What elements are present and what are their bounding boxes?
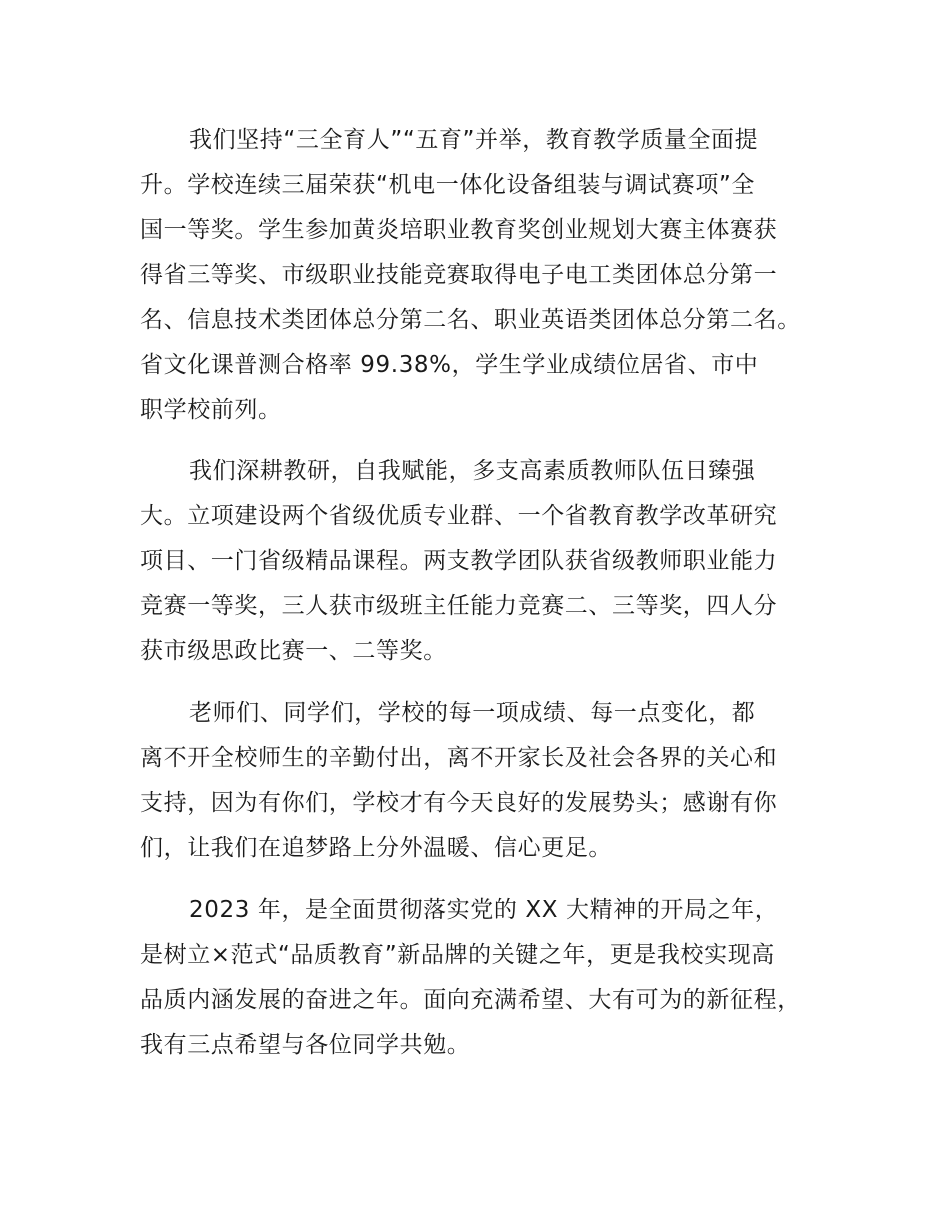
text-line: 们，让我们在追梦路上分外温暖、信心更足。	[140, 835, 612, 861]
paragraph-2023-outlook	[140, 888, 830, 1068]
text-line: 我们坚持“三全育人”“五育”并举，教育教学质量全面提	[189, 127, 759, 153]
text-line: 名、信息技术类团体总分第二名、职业英语类团体总分第二名。	[140, 307, 801, 333]
text-line: 升。学校连续三届荣获“机电一体化设备组装与调试赛项”全	[140, 172, 756, 198]
text-line: 大。立项建设两个省级优质专业群、一个省教育教学改革研究	[140, 503, 778, 529]
text-line: 获市级思政比赛一、二等奖。	[140, 638, 447, 664]
paragraph-teaching-research	[140, 449, 830, 674]
text-line: 国一等奖。学生参加黄炎培职业教育奖创业规划大赛主体赛获	[140, 217, 778, 243]
text-line: 品质内涵发展的奋进之年。面向充满希望、大有可为的新征程，	[140, 987, 801, 1013]
paragraph-thanks	[140, 691, 830, 871]
text-line: 老师们、同学们，学校的每一项成绩、每一点变化，都	[189, 700, 756, 726]
text-line: 我有三点希望与各位同学共勉。	[140, 1032, 471, 1058]
text-line: 支持，因为有你们，学校才有今天良好的发展势头；感谢有你	[140, 790, 778, 816]
text-line: 2023 年，是全面贯彻落实党的 XX 大精神的开局之年，	[189, 897, 779, 923]
text-line: 省文化课普测合格率 99.38%，学生学业成绩位居省、市中	[140, 352, 759, 378]
text-line: 是树立×范式“品质教育”新品牌的关键之年，更是我校实现高	[140, 942, 775, 968]
text-line: 离不开全校师生的辛勤付出，离不开家长及社会各界的关心和	[140, 745, 778, 771]
text-line: 项目、一门省级精品课程。两支教学团队获省级教师职业能力	[140, 548, 778, 574]
text-line: 职学校前列。	[140, 397, 282, 423]
document-body	[140, 118, 830, 1068]
text-line: 竞赛一等奖，三人获市级班主任能力竞赛二、三等奖，四人分	[140, 593, 778, 619]
text-line: 得省三等奖、市级职业技能竞赛取得电子电工类团体总分第一	[140, 262, 778, 288]
paragraph-achievements	[140, 118, 830, 433]
text-line: 我们深耕教研，自我赋能，多支高素质教师队伍日臻强	[189, 458, 756, 484]
